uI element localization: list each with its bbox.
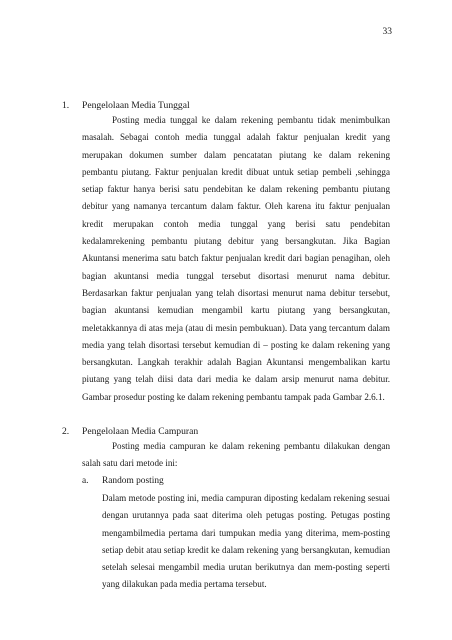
page-content: [62, 99, 390, 594]
subsection-a-number: a.: [82, 475, 89, 486]
subsection-a-paragraph: Dalam metode posting ini, media campuran diposting kedalam rekening sesuai dengan urutannya pada saat diterima oleh petugas posting. Petugas posting mengambilmedia pertama dari tumpukan media yang diterima, mem-posting setiap debit atau setiap kredit ke dalam rekening yang bersangkutan, kemudian setelah selesai mengambil media urutan berikutnya dan mem-posting seperti yang dilakukan pada media pertama tersebut.: [102, 492, 390, 590]
section-2-number: 2.: [62, 426, 70, 438]
section-1-paragraph: Posting media tunggal ke dalam rekening pembantu tidak menimbulkan masalah. Sebagai contoh media tunggal adalah faktur penjualan kredit yang merupakan dokumen sumber dalam pencatatan piutang ke dalam rekening pembantu piutang. Faktur penjualan kredit dibuat untuk setiap pembeli ,sehingga setiap faktur hanya berisi satu pendebitan ke dalam rekening pembantu piutang debitur yang namanya tercantum dalam faktur. Oleh karena itu faktur penjualan kredit merupakan contoh media tunggal yang berisi satu pendebitan kedalamrekening pembantu piutang debitur yang bersangkutan. Jika Bagian Akuntansi menerima satu batch faktur penjualan kredit dari bagian penagihan, oleh bagian akuntansi media tunggal tersebut disortasi menurut nama debitur. Berdasarkan faktur penjualan yang telah disortasi menurut nama debitur tersebut, bagian akuntansi kemudian mengambil kartu piutang yang bersangkutan, meletakkannya di atas meja (atau di mesin pembukuan). Data yang tercantum dalam media yang telah disortasi tersebut kemudian di – posting ke dalam rekening yang bersangkutan. Langkah terakhir adalah Bagian Akuntansi mengembalikan kartu piutang yang telah diisi data dari media ke dalam arsip menurut nama debitur. Gambar prosedur posting ke dalam rekening pembantu tampak pada Gambar 2.6.1.: [82, 115, 390, 402]
section-spacer: [62, 406, 390, 425]
section-2-heading: [62, 425, 390, 438]
section-1-heading: [62, 99, 390, 112]
section-2-paragraph: Posting media campuran ke dalam rekening pembantu dilakukan dengan salah satu dari metode ini:: [82, 441, 390, 469]
section-1-number: 1.: [62, 100, 70, 111]
subsection-a-heading: [82, 473, 390, 490]
subsection-a-title: Random posting: [102, 475, 164, 486]
page-number: 33: [382, 27, 392, 37]
section-1-title: Pengelolaan Media Tunggal: [82, 100, 190, 111]
section-2-title: Pengelolaan Media Campuran: [82, 426, 199, 438]
